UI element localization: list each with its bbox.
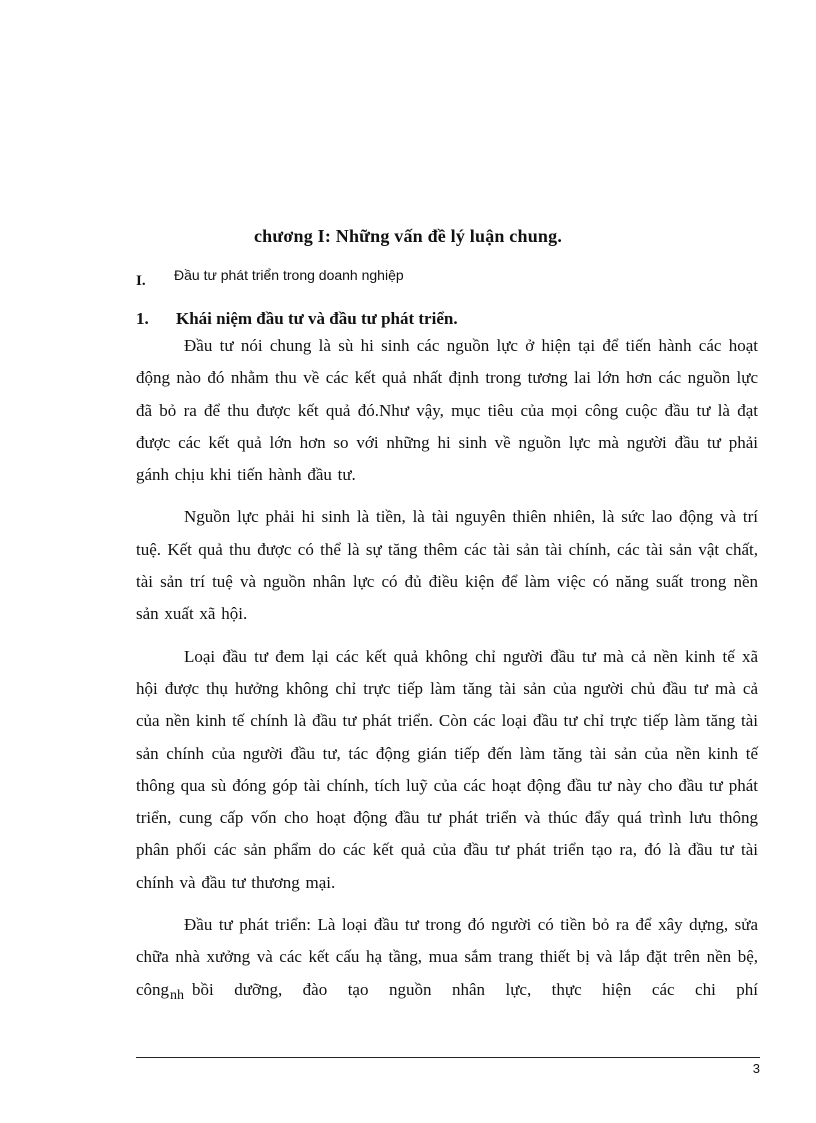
body-text [136, 330, 758, 1018]
paragraph: Nguồn lực phải hi sinh là tiền, là tài nguyên thiên nhiên, là sức lao động và trí tuệ. Kết quả thu được có thể là sự tăng thêm các tài sản tài chính, các tài sản vật chất, tài sản trí tuệ và nguồn nhân lực có đủ điều kiện để làm việc có năng suất trong nền sản xuất xã hội. [136, 507, 758, 624]
subsection-number: 1. [136, 309, 149, 328]
chapter-title: chương I: Những vấn đề lý luận chung. [253, 226, 563, 246]
paragraph-text: Đầu tư phát triển: Là loại đầu tư trong đó người có tiền bỏ ra để xây dựng, sửa chữa nhà xưởng và các kết cấu hạ tầng, mua sắm trang thiết bị và lắp đặt trên nền bệ, công [136, 915, 758, 999]
section-title: Đầu tư phát triển trong doanh nghiệp [174, 267, 404, 283]
paragraph: Loại đầu tư đem lại các kết quả không chỉ người đầu tư mà cả nền kinh tế xã hội được thụ hưởng không chỉ trực tiếp làm tăng tài sản của người chủ đầu tư mà cả của nền kinh tế chính là đầu tư phát triển. Còn các loại đầu tư chỉ trực tiếp làm tăng tài sản chính của người đầu tư, tác động gián tiếp đến làm tăng tài sản của nền kinh tế thông qua sù đóng góp tài chính, tích luỹ của các hoạt động đầu tư này cho đầu tư phát triển, cung cấp vốn cho hoạt động đầu tư phát triển và thúc đẩy quá trình lưu thông phân phối các sản phẩm do các kết quả của đầu tư phát triển tạo ra, đó là đầu tư tài chính và đầu tư thương mại. [136, 646, 758, 892]
page-number: 3 [752, 1061, 760, 1076]
paragraph-last [136, 909, 758, 1008]
section-number: I. [136, 273, 146, 289]
paragraph-text-continued: bồi dưỡng, đào tạo nguồn nhân lực, thực hiện các chi phí [192, 979, 758, 999]
footer-divider [136, 1057, 760, 1058]
subscript-fragment: nh [170, 987, 185, 1003]
subsection-heading [136, 309, 458, 329]
subsection-title: Khái niệm đầu tư và đầu tư phát triển. [176, 309, 458, 328]
paragraph: Đầu tư nói chung là sù hi sinh các nguồn lực ở hiện tại để tiến hành các hoạt động nào đó nhằm thu về các kết quả nhất định trong tương lai lớn hơn các nguồn lực đã bỏ ra để thu được kết quả đó.Như vậy, mục tiêu của mọi công cuộc đầu tư là đạt được các kết quả lớn hơn so với những hi sinh về nguồn lực mà người đầu tư phải gánh chịu khi tiến hành đầu tư. [136, 336, 758, 485]
